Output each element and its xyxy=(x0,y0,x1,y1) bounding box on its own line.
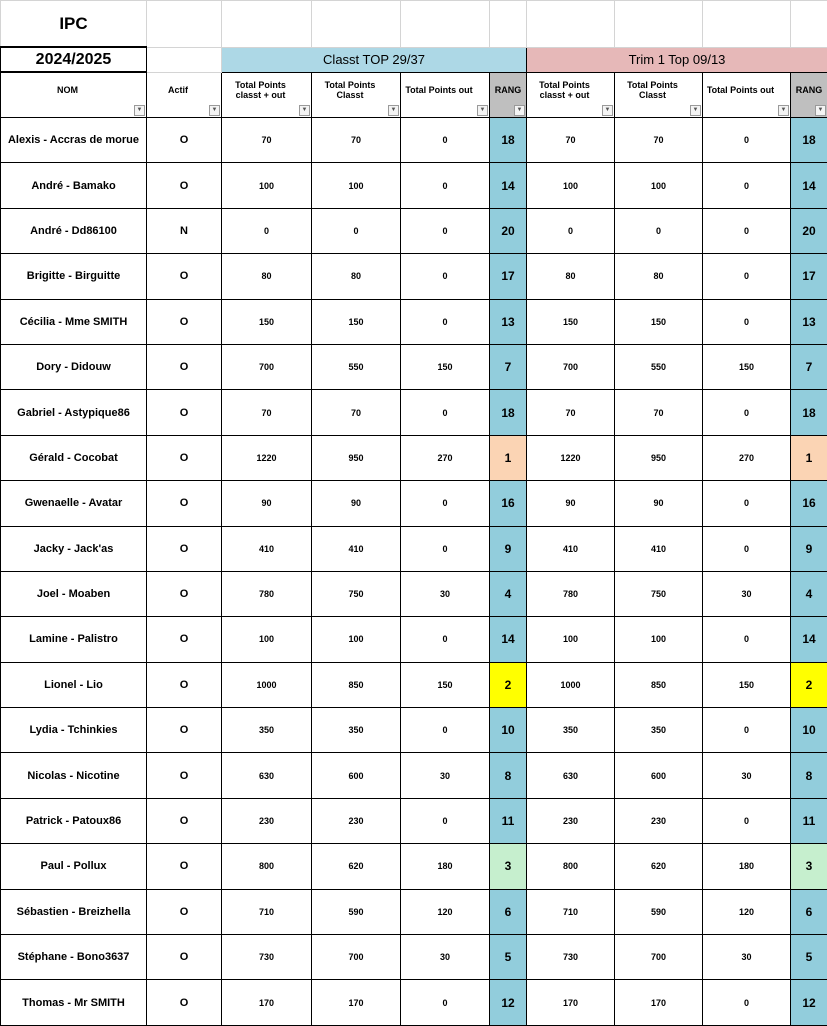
total-classt-out-cell[interactable]: 70 xyxy=(222,118,312,163)
rank-cell[interactable]: 14 xyxy=(490,617,527,662)
header-total-classt[interactable] xyxy=(312,72,401,118)
trim-total-classt-out-cell[interactable]: 410 xyxy=(527,526,615,571)
total-out-cell[interactable]: 0 xyxy=(401,617,490,662)
empty-cell[interactable] xyxy=(490,1,527,48)
table-row xyxy=(1,481,827,526)
trim-rank-cell[interactable]: 18 xyxy=(791,118,827,163)
season-label[interactable]: 2024/2025 xyxy=(1,47,147,72)
total-out-cell[interactable]: 180 xyxy=(401,844,490,889)
trim-total-classt-out-cell[interactable]: 780 xyxy=(527,571,615,616)
total-classt-out-cell[interactable]: 780 xyxy=(222,571,312,616)
total-out-cell[interactable]: 0 xyxy=(401,299,490,344)
table-row xyxy=(1,299,827,344)
total-classt-cell[interactable]: 70 xyxy=(312,390,401,435)
trim-rank-cell[interactable]: 16 xyxy=(791,481,827,526)
table-row xyxy=(1,980,827,1025)
total-classt-out-cell[interactable]: 710 xyxy=(222,889,312,934)
total-classt-cell[interactable]: 0 xyxy=(312,208,401,253)
total-classt-out-cell[interactable]: 80 xyxy=(222,254,312,299)
actif-cell[interactable]: O xyxy=(147,708,222,753)
total-classt-cell[interactable]: 550 xyxy=(312,344,401,389)
trim-rank-cell[interactable]: 9 xyxy=(791,526,827,571)
empty-cell[interactable] xyxy=(147,47,222,72)
actif-cell[interactable]: O xyxy=(147,753,222,798)
rank-cell[interactable]: 13 xyxy=(490,299,527,344)
total-classt-cell[interactable]: 950 xyxy=(312,435,401,480)
trim-rank-cell[interactable]: 13 xyxy=(791,299,827,344)
total-out-cell[interactable]: 30 xyxy=(401,571,490,616)
rank-cell[interactable]: 18 xyxy=(490,390,527,435)
trim-total-classt-out-cell[interactable]: 70 xyxy=(527,118,615,163)
trim-rank-cell[interactable]: 17 xyxy=(791,254,827,299)
trim-total-classt-cell[interactable]: 70 xyxy=(615,118,703,163)
player-name-cell[interactable]: André - Bamako xyxy=(1,163,147,208)
filter-dropdown-icon[interactable]: ▼ xyxy=(299,105,310,116)
player-name-cell[interactable]: Gabriel - Astypique86 xyxy=(1,390,147,435)
trim-rank-cell[interactable]: 2 xyxy=(791,662,827,707)
total-classt-cell[interactable]: 150 xyxy=(312,299,401,344)
total-classt-cell[interactable]: 230 xyxy=(312,798,401,843)
filter-dropdown-icon[interactable]: ▼ xyxy=(514,105,525,116)
total-classt-cell[interactable]: 600 xyxy=(312,753,401,798)
filter-dropdown-icon[interactable]: ▼ xyxy=(388,105,399,116)
actif-cell[interactable]: O xyxy=(147,571,222,616)
total-classt-out-cell[interactable]: 1220 xyxy=(222,435,312,480)
trim-total-out-cell[interactable]: 0 xyxy=(703,617,791,662)
trim-total-out-cell[interactable]: 0 xyxy=(703,163,791,208)
total-classt-cell[interactable]: 70 xyxy=(312,118,401,163)
header-trim-total-out-label: Total Points out xyxy=(703,85,790,105)
total-out-cell[interactable]: 0 xyxy=(401,118,490,163)
trim-total-out-cell[interactable]: 0 xyxy=(703,708,791,753)
total-classt-out-cell[interactable]: 1000 xyxy=(222,662,312,707)
rank-cell[interactable]: 20 xyxy=(490,208,527,253)
total-classt-out-cell[interactable]: 730 xyxy=(222,935,312,980)
empty-cell[interactable] xyxy=(527,1,615,48)
total-classt-cell[interactable]: 410 xyxy=(312,526,401,571)
trim-total-out-cell[interactable]: 30 xyxy=(703,935,791,980)
trim-total-out-cell[interactable]: 0 xyxy=(703,526,791,571)
sheet-title[interactable]: IPC xyxy=(1,1,147,48)
trim-total-classt-out-cell[interactable]: 90 xyxy=(527,481,615,526)
trim-rank-cell[interactable]: 14 xyxy=(791,617,827,662)
empty-cell[interactable] xyxy=(312,1,401,48)
trim-total-classt-out-cell[interactable]: 230 xyxy=(527,798,615,843)
filter-dropdown-icon[interactable]: ▼ xyxy=(815,105,826,116)
sort-filter-icon[interactable]: ▼ xyxy=(134,105,145,116)
table-row xyxy=(1,844,827,889)
table-row xyxy=(1,208,827,253)
rank-cell[interactable]: 6 xyxy=(490,889,527,934)
trim-total-out-cell[interactable]: 180 xyxy=(703,844,791,889)
trim-total-classt-cell[interactable]: 150 xyxy=(615,299,703,344)
player-name-cell[interactable]: Lionel - Lio xyxy=(1,662,147,707)
total-out-cell[interactable]: 0 xyxy=(401,708,490,753)
rank-cell[interactable]: 17 xyxy=(490,254,527,299)
trim-rank-cell[interactable]: 6 xyxy=(791,889,827,934)
trim-rank-cell[interactable]: 18 xyxy=(791,390,827,435)
empty-cell[interactable] xyxy=(791,1,827,48)
player-name-cell[interactable]: Lamine - Palistro xyxy=(1,617,147,662)
total-classt-out-cell[interactable]: 0 xyxy=(222,208,312,253)
header-total-classt-label: Total Points Classt xyxy=(312,80,400,110)
trim-total-out-cell[interactable]: 0 xyxy=(703,798,791,843)
header-trim-rang[interactable] xyxy=(791,72,827,118)
header-total-out[interactable] xyxy=(401,72,490,118)
trim-total-classt-cell[interactable]: 0 xyxy=(615,208,703,253)
player-name-cell[interactable]: Gwenaelle - Avatar xyxy=(1,481,147,526)
header-trim-total-out[interactable] xyxy=(703,72,791,118)
total-classt-out-cell[interactable]: 100 xyxy=(222,163,312,208)
trim-total-classt-cell[interactable]: 350 xyxy=(615,708,703,753)
actif-cell[interactable]: O xyxy=(147,344,222,389)
header-rang-label: RANG xyxy=(490,85,526,105)
trim-total-classt-cell[interactable]: 590 xyxy=(615,889,703,934)
filter-dropdown-icon[interactable]: ▼ xyxy=(602,105,613,116)
actif-cell[interactable]: O xyxy=(147,481,222,526)
table-row xyxy=(1,571,827,616)
table-row xyxy=(1,662,827,707)
trim-rank-cell[interactable]: 1 xyxy=(791,435,827,480)
total-out-cell[interactable]: 30 xyxy=(401,935,490,980)
trim-total-classt-out-cell[interactable]: 730 xyxy=(527,935,615,980)
trim-total-classt-cell[interactable]: 170 xyxy=(615,980,703,1025)
player-name-cell[interactable]: Lydia - Tchinkies xyxy=(1,708,147,753)
trim-total-classt-cell[interactable]: 90 xyxy=(615,481,703,526)
actif-cell[interactable]: N xyxy=(147,208,222,253)
total-out-cell[interactable]: 0 xyxy=(401,390,490,435)
filter-dropdown-icon[interactable]: ▼ xyxy=(778,105,789,116)
header-nom-label: NOM xyxy=(1,85,146,105)
trim-total-out-cell[interactable]: 0 xyxy=(703,118,791,163)
trim-rank-cell[interactable]: 10 xyxy=(791,708,827,753)
actif-cell[interactable]: O xyxy=(147,617,222,662)
trim-total-classt-cell[interactable]: 100 xyxy=(615,163,703,208)
trim-total-classt-out-cell[interactable]: 100 xyxy=(527,163,615,208)
trim-total-out-cell[interactable]: 0 xyxy=(703,299,791,344)
trim-total-out-cell[interactable]: 0 xyxy=(703,390,791,435)
rank-cell[interactable]: 16 xyxy=(490,481,527,526)
total-classt-out-cell[interactable]: 700 xyxy=(222,344,312,389)
total-classt-out-cell[interactable]: 350 xyxy=(222,708,312,753)
header-total-classt-out-label: Total Points classt + out xyxy=(222,80,311,110)
trim-total-classt-cell[interactable]: 410 xyxy=(615,526,703,571)
header-trim-total-classt-label: Total Points Classt xyxy=(615,80,702,110)
rank-cell[interactable]: 7 xyxy=(490,344,527,389)
player-name-cell[interactable]: Thomas - Mr SMITH xyxy=(1,980,147,1025)
actif-cell[interactable]: O xyxy=(147,299,222,344)
trim-total-out-cell[interactable]: 30 xyxy=(703,571,791,616)
total-out-cell[interactable]: 0 xyxy=(401,254,490,299)
total-classt-out-cell[interactable]: 100 xyxy=(222,617,312,662)
trim-total-classt-out-cell[interactable]: 700 xyxy=(527,344,615,389)
total-classt-out-cell[interactable]: 150 xyxy=(222,299,312,344)
filter-dropdown-icon[interactable]: ▼ xyxy=(477,105,488,116)
table-row xyxy=(1,118,827,163)
trim-total-classt-out-cell[interactable]: 350 xyxy=(527,708,615,753)
player-name-cell[interactable]: Joel - Moaben xyxy=(1,571,147,616)
trim-total-classt-cell[interactable]: 700 xyxy=(615,935,703,980)
header-rang[interactable] xyxy=(490,72,527,118)
trim-rank-cell[interactable]: 12 xyxy=(791,980,827,1025)
trim-total-classt-cell[interactable]: 850 xyxy=(615,662,703,707)
table-row xyxy=(1,344,827,389)
total-classt-cell[interactable]: 620 xyxy=(312,844,401,889)
total-classt-cell[interactable]: 170 xyxy=(312,980,401,1025)
player-name-cell[interactable]: Dory - Didouw xyxy=(1,344,147,389)
trim-total-out-cell[interactable]: 0 xyxy=(703,980,791,1025)
total-classt-cell[interactable]: 100 xyxy=(312,163,401,208)
header-actif-label: Actif xyxy=(147,85,221,105)
trim-total-classt-cell[interactable]: 230 xyxy=(615,798,703,843)
table-row xyxy=(1,798,827,843)
rank-cell[interactable]: 12 xyxy=(490,980,527,1025)
trim-total-out-cell[interactable]: 120 xyxy=(703,889,791,934)
table-row xyxy=(1,254,827,299)
rank-cell[interactable]: 8 xyxy=(490,753,527,798)
total-out-cell[interactable]: 150 xyxy=(401,344,490,389)
player-name-cell[interactable]: Cécilia - Mme SMITH xyxy=(1,299,147,344)
group-header-trim[interactable]: Trim 1 Top 09/13 xyxy=(527,47,827,72)
trim-total-out-cell[interactable]: 0 xyxy=(703,254,791,299)
total-classt-out-cell[interactable]: 410 xyxy=(222,526,312,571)
actif-cell[interactable]: O xyxy=(147,118,222,163)
header-trim-rang-label: RANG xyxy=(791,85,827,105)
trim-total-classt-cell[interactable]: 620 xyxy=(615,844,703,889)
empty-cell[interactable] xyxy=(615,1,703,48)
actif-cell[interactable]: O xyxy=(147,662,222,707)
player-name-cell[interactable]: Stéphane - Bono3637 xyxy=(1,935,147,980)
trim-rank-cell[interactable]: 8 xyxy=(791,753,827,798)
trim-rank-cell[interactable]: 3 xyxy=(791,844,827,889)
table-row xyxy=(1,753,827,798)
trim-total-classt-out-cell[interactable]: 70 xyxy=(527,390,615,435)
actif-cell[interactable]: O xyxy=(147,980,222,1025)
header-total-out-label: Total Points out xyxy=(401,85,489,105)
rank-cell[interactable]: 9 xyxy=(490,526,527,571)
table-row xyxy=(1,889,827,934)
rank-cell[interactable]: 1 xyxy=(490,435,527,480)
trim-rank-cell[interactable]: 20 xyxy=(791,208,827,253)
total-classt-cell[interactable]: 350 xyxy=(312,708,401,753)
actif-cell[interactable]: O xyxy=(147,844,222,889)
empty-cell[interactable] xyxy=(147,1,222,48)
total-classt-out-cell[interactable]: 630 xyxy=(222,753,312,798)
total-classt-cell[interactable]: 750 xyxy=(312,571,401,616)
total-classt-out-cell[interactable]: 170 xyxy=(222,980,312,1025)
actif-cell[interactable]: O xyxy=(147,254,222,299)
actif-cell[interactable]: O xyxy=(147,435,222,480)
rank-cell[interactable]: 4 xyxy=(490,571,527,616)
actif-cell[interactable]: O xyxy=(147,390,222,435)
total-out-cell[interactable]: 30 xyxy=(401,753,490,798)
trim-total-classt-cell[interactable]: 80 xyxy=(615,254,703,299)
header-total-classt-out[interactable] xyxy=(222,72,312,118)
player-name-cell[interactable]: Nicolas - Nicotine xyxy=(1,753,147,798)
rank-cell[interactable]: 11 xyxy=(490,798,527,843)
total-out-cell[interactable]: 150 xyxy=(401,662,490,707)
trim-total-out-cell[interactable]: 0 xyxy=(703,208,791,253)
total-out-cell[interactable]: 0 xyxy=(401,208,490,253)
trim-rank-cell[interactable]: 4 xyxy=(791,571,827,616)
total-classt-out-cell[interactable]: 70 xyxy=(222,390,312,435)
total-classt-cell[interactable]: 850 xyxy=(312,662,401,707)
header-nom[interactable] xyxy=(1,72,147,118)
table-row xyxy=(1,390,827,435)
total-out-cell[interactable]: 0 xyxy=(401,481,490,526)
table-row xyxy=(1,526,827,571)
trim-rank-cell[interactable]: 7 xyxy=(791,344,827,389)
trim-total-classt-out-cell[interactable]: 1220 xyxy=(527,435,615,480)
trim-total-classt-out-cell[interactable]: 100 xyxy=(527,617,615,662)
trim-total-classt-out-cell[interactable]: 0 xyxy=(527,208,615,253)
trim-total-classt-out-cell[interactable]: 800 xyxy=(527,844,615,889)
player-name-cell[interactable]: André - Dd86100 xyxy=(1,208,147,253)
trim-total-classt-cell[interactable]: 600 xyxy=(615,753,703,798)
actif-cell[interactable]: O xyxy=(147,163,222,208)
actif-cell[interactable]: O xyxy=(147,798,222,843)
player-name-cell[interactable]: Gérald - Cocobat xyxy=(1,435,147,480)
total-classt-cell[interactable]: 80 xyxy=(312,254,401,299)
trim-rank-cell[interactable]: 5 xyxy=(791,935,827,980)
empty-cell[interactable] xyxy=(401,1,490,48)
header-actif[interactable] xyxy=(147,72,222,118)
table-row xyxy=(1,617,827,662)
table-row xyxy=(1,163,827,208)
trim-total-out-cell[interactable]: 30 xyxy=(703,753,791,798)
header-trim-total-classt-out[interactable] xyxy=(527,72,615,118)
total-out-cell[interactable]: 270 xyxy=(401,435,490,480)
actif-cell[interactable]: O xyxy=(147,526,222,571)
trim-total-classt-cell[interactable]: 100 xyxy=(615,617,703,662)
player-name-cell[interactable]: Jacky - Jack'as xyxy=(1,526,147,571)
filter-dropdown-icon[interactable]: ▼ xyxy=(209,105,220,116)
player-name-cell[interactable]: Paul - Pollux xyxy=(1,844,147,889)
trim-rank-cell[interactable]: 11 xyxy=(791,798,827,843)
trim-total-out-cell[interactable]: 150 xyxy=(703,344,791,389)
total-classt-cell[interactable]: 90 xyxy=(312,481,401,526)
total-out-cell[interactable]: 0 xyxy=(401,526,490,571)
total-classt-cell[interactable]: 100 xyxy=(312,617,401,662)
total-classt-out-cell[interactable]: 90 xyxy=(222,481,312,526)
trim-total-classt-out-cell[interactable]: 1000 xyxy=(527,662,615,707)
trim-total-out-cell[interactable]: 270 xyxy=(703,435,791,480)
player-name-cell[interactable]: Patrick - Patoux86 xyxy=(1,798,147,843)
total-out-cell[interactable]: 0 xyxy=(401,980,490,1025)
total-out-cell[interactable]: 120 xyxy=(401,889,490,934)
rank-cell[interactable]: 10 xyxy=(490,708,527,753)
total-classt-out-cell[interactable]: 230 xyxy=(222,798,312,843)
trim-total-classt-cell[interactable]: 550 xyxy=(615,344,703,389)
player-name-cell[interactable]: Sébastien - Breizhella xyxy=(1,889,147,934)
trim-total-classt-cell[interactable]: 750 xyxy=(615,571,703,616)
total-classt-out-cell[interactable]: 800 xyxy=(222,844,312,889)
rank-cell[interactable]: 18 xyxy=(490,118,527,163)
group-header-classt[interactable]: Classt TOP 29/37 xyxy=(222,47,527,72)
rank-cell[interactable]: 14 xyxy=(490,163,527,208)
rank-cell[interactable]: 2 xyxy=(490,662,527,707)
trim-total-out-cell[interactable]: 150 xyxy=(703,662,791,707)
trim-total-classt-out-cell[interactable]: 710 xyxy=(527,889,615,934)
rank-cell[interactable]: 5 xyxy=(490,935,527,980)
player-name-cell[interactable]: Alexis - Accras de morue xyxy=(1,118,147,163)
trim-total-classt-out-cell[interactable]: 150 xyxy=(527,299,615,344)
trim-total-out-cell[interactable]: 0 xyxy=(703,481,791,526)
total-classt-cell[interactable]: 700 xyxy=(312,935,401,980)
table-row xyxy=(1,435,827,480)
total-classt-cell[interactable]: 590 xyxy=(312,889,401,934)
table-row xyxy=(1,708,827,753)
column-header-row xyxy=(1,72,827,118)
empty-cell[interactable] xyxy=(222,1,312,48)
trim-total-classt-out-cell[interactable]: 80 xyxy=(527,254,615,299)
table-row xyxy=(1,935,827,980)
rank-cell[interactable]: 3 xyxy=(490,844,527,889)
filter-dropdown-icon[interactable]: ▼ xyxy=(690,105,701,116)
actif-cell[interactable]: O xyxy=(147,935,222,980)
player-name-cell[interactable]: Brigitte - Birguitte xyxy=(1,254,147,299)
empty-cell[interactable] xyxy=(703,1,791,48)
header-trim-total-classt-out-label: Total Points classt + out xyxy=(527,80,614,110)
trim-total-classt-out-cell[interactable]: 630 xyxy=(527,753,615,798)
total-out-cell[interactable]: 0 xyxy=(401,798,490,843)
trim-total-classt-out-cell[interactable]: 170 xyxy=(527,980,615,1025)
header-trim-total-classt[interactable] xyxy=(615,72,703,118)
actif-cell[interactable]: O xyxy=(147,889,222,934)
trim-rank-cell[interactable]: 14 xyxy=(791,163,827,208)
trim-total-classt-cell[interactable]: 950 xyxy=(615,435,703,480)
total-out-cell[interactable]: 0 xyxy=(401,163,490,208)
trim-total-classt-cell[interactable]: 70 xyxy=(615,390,703,435)
